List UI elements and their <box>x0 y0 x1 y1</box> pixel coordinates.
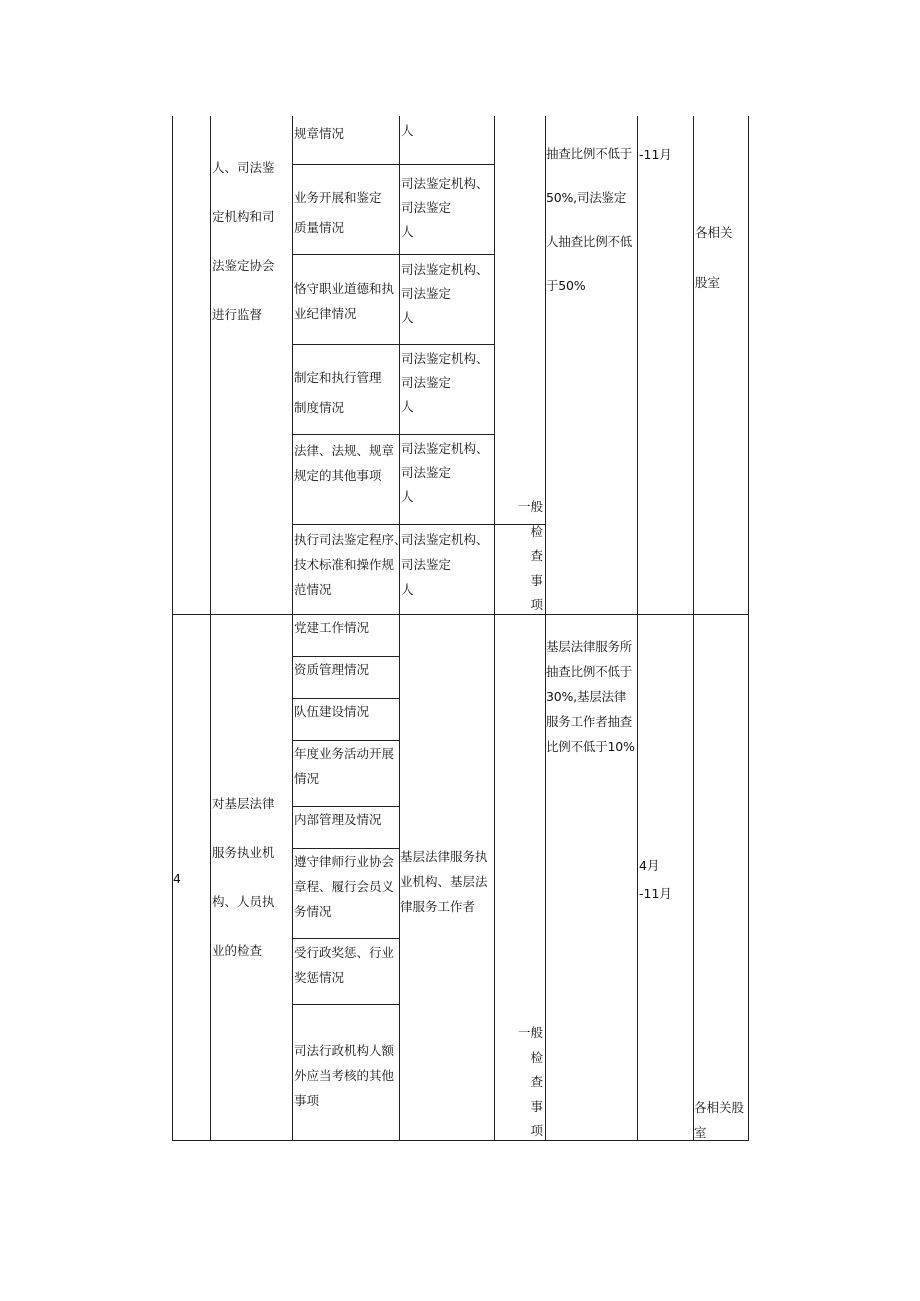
col-line-time <box>637 116 638 1141</box>
content-cell: 受行政奖惩、行业 奖惩情况 <box>294 945 395 985</box>
col-line-left <box>172 116 173 1141</box>
ratio-cell: 基层法律服务所 抽查比例不低于 30%,基层法律 服务工作者抽查 比例不低于10% <box>546 639 635 754</box>
target-cell: 基层法律服务执 业机构、基层法 律服务工作者 <box>400 849 488 914</box>
row-line <box>292 1004 399 1005</box>
target-cell: 司法鉴定机构、 司法鉴定 人 <box>401 351 489 414</box>
content-cell: 遵守律师行业协会 章程、履行会员义 务情况 <box>294 854 395 919</box>
department-cell: 各相关股 室 <box>694 1100 745 1140</box>
content-cell: 恪守职业道德和执 业纪律情况 <box>294 281 395 321</box>
time-cell: 4月 -11月 <box>639 858 672 901</box>
content-cell: 执行司法鉴定程序、 技术标准和操作规 范情况 <box>294 532 407 597</box>
subject-cell: 对基层法律 服务执业机 构、人员执 业的检查 <box>212 796 275 958</box>
col-line-subject <box>210 116 211 1141</box>
col-line-dept <box>693 116 694 1141</box>
subject-cell: 人、司法鉴 定机构和司 法鉴定协会 进行监督 <box>212 160 275 322</box>
category-cell: 一般 检 查 事 项 <box>517 1025 543 1138</box>
row-line <box>292 254 494 255</box>
col-line-target <box>399 116 400 1141</box>
content-cell: 党建工作情况 <box>294 620 370 635</box>
content-cell: 年度业务活动开展 情况 <box>294 746 395 786</box>
target-cell: 司法鉴定机构、 司法鉴定 人 <box>401 176 489 239</box>
content-cell: 规章情况 <box>294 126 345 141</box>
ratio-cell: 抽查比例不低于 50%,司法鉴定 人抽查比例不低 于50% <box>546 146 633 293</box>
time-cell: -11月 <box>639 147 672 162</box>
row-line <box>292 164 494 165</box>
target-cell: 司法鉴定机构、 司法鉴定 人 <box>401 532 489 597</box>
col-line-right <box>748 116 749 1141</box>
col-line-content <box>292 116 293 1141</box>
content-cell: 内部管理及情况 <box>294 812 382 827</box>
content-cell: 业务开展和鉴定 质量情况 <box>294 190 382 235</box>
target-cell: 司法鉴定机构、 司法鉴定 人 <box>401 262 489 325</box>
content-cell: 法律、法规、规章 规定的其他事项 <box>294 443 395 483</box>
row-number: 4 <box>173 871 181 886</box>
department-cell: 各相关 股室 <box>695 225 733 290</box>
content-cell: 司法行政机构人额 外应当考核的其他 事项 <box>294 1043 395 1108</box>
target-cell: 司法鉴定机构、 司法鉴定 人 <box>401 441 489 504</box>
row-line <box>292 344 494 345</box>
col-line-category <box>494 116 495 1141</box>
content-cell: 资质管理情况 <box>294 662 370 677</box>
row-line <box>292 938 399 939</box>
content-cell: 队伍建设情况 <box>294 704 370 719</box>
row-line <box>292 434 494 435</box>
section-divider <box>172 614 749 615</box>
target-cell: 人 <box>401 123 414 138</box>
table-bottom-line <box>172 1140 749 1141</box>
category-cell: 一般 检 查 事 项 <box>517 499 543 612</box>
content-cell: 制定和执行管理 制度情况 <box>294 370 382 415</box>
